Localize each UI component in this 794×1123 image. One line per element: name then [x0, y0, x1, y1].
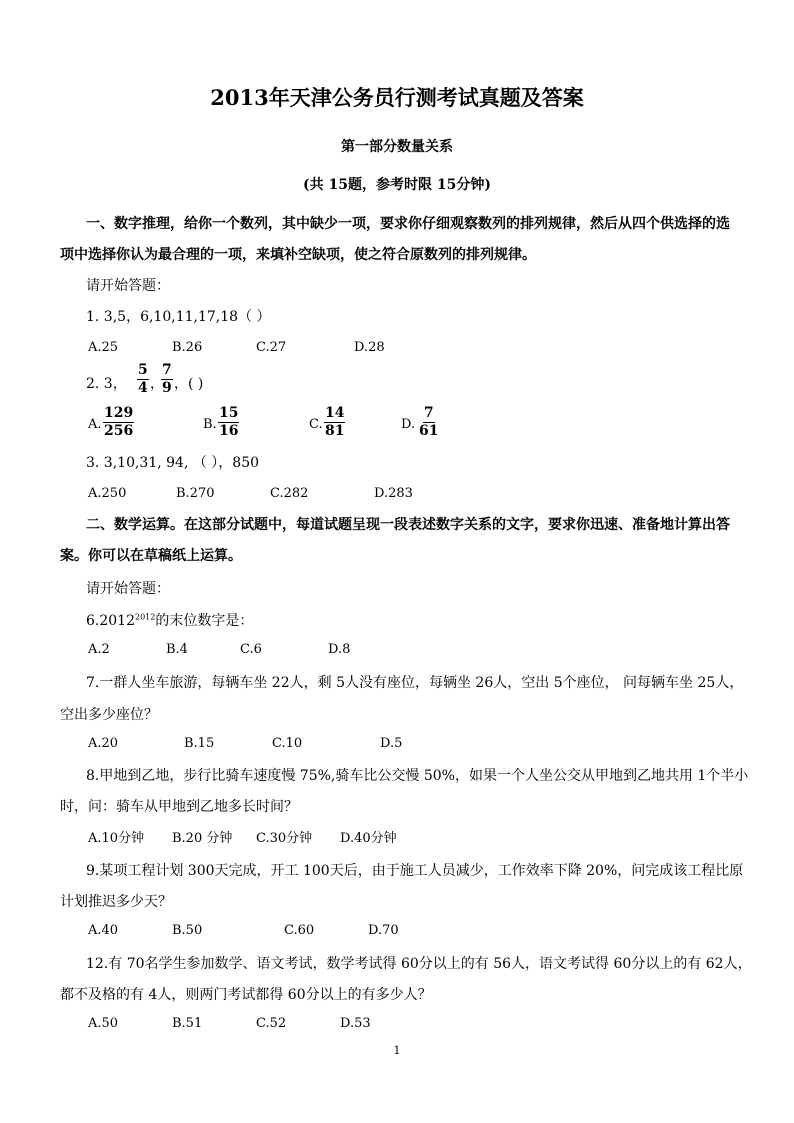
q1-option-c: C.27 [256, 340, 287, 355]
q2-tail: ，( ) [174, 376, 204, 392]
q2-fraction-2 [161, 362, 173, 397]
start-prompt-1: 请开始答题： [86, 278, 170, 294]
q2-option-a-fraction [103, 405, 134, 440]
section2-instructions-line1: 二、数学运算。在这部分试题中，每道试题呈现一段表述数字关系的文字，要求你迅速、准备地计算出答 [86, 517, 730, 533]
q9-option-a: A.40 [88, 923, 119, 938]
q7-option-d: D.5 [380, 736, 403, 751]
q9-option-b: B.50 [172, 923, 203, 938]
q2-option-b-denominator: 16 [219, 423, 239, 439]
q9-option-c: C.60 [284, 923, 315, 938]
page-number: 1 [393, 1044, 401, 1057]
q8-option-c: C.30分钟 [256, 831, 313, 846]
q6-tail: 的末位数字是： [155, 613, 254, 629]
q6-option-a: A.2 [88, 642, 110, 657]
q3-option-b: B.270 [176, 486, 215, 501]
q8-option-d: D.40分钟 [340, 831, 397, 846]
q2-option-a-numerator: 129 [104, 405, 134, 421]
question-12-line1: 12.有 70名学生参加数学、语文考试，数学考试得 60分以上的有 56人，语文考试得 60分以上的有 62人， [86, 956, 752, 972]
q12-option-c: C.52 [256, 1016, 287, 1031]
q3-option-d: D.283 [374, 486, 413, 501]
q2-option-a-label: A. [88, 417, 102, 432]
q6-option-b: B.4 [166, 642, 188, 657]
q2-option-c-fraction [324, 405, 345, 440]
question-6 [86, 610, 253, 630]
q2-option-a-denominator: 256 [104, 423, 134, 439]
question-7-line1: 7.一群人坐车旅游，每辆车坐 22人，剩 5人没有座位，每辆坐 26人，空出 5个座位， 问每辆车坐 25人， [86, 675, 744, 691]
q2-option-c-numerator: 14 [325, 405, 345, 421]
question-12-line2: 都不及格的有 4人，则两门考试都得 60分以上的有多少人？ [60, 987, 432, 1003]
q2-fraction-1-numerator: 5 [138, 362, 148, 378]
q2-option-b-numerator: 15 [219, 405, 239, 421]
q2-option-c-label: C. [309, 417, 323, 432]
q8-option-a: A.10分钟 [88, 831, 145, 846]
question-8-line1: 8.甲地到乙地，步行比骑车速度慢 75%,骑车比公交慢 50%，如果一个人坐公交从甲地到乙地共用 1个半小 [86, 768, 749, 784]
part-heading: 第一部分数量关系 [341, 139, 453, 155]
q2-option-d-denominator: 61 [419, 423, 439, 439]
q6-option-c: C.6 [240, 642, 262, 657]
q2-prefix: 2. 3， [86, 376, 127, 392]
section1-instructions-line2: 项中选择你认为最合理的一项，来填补空缺项，使之符合原数列的排列规律。 [60, 247, 536, 263]
question-3: 3. 3,10,31, 94, （ ），850 [86, 455, 260, 471]
q6-exponent: 2012 [135, 612, 156, 622]
q3-option-a: A.250 [88, 486, 127, 501]
q12-option-b: B.51 [172, 1016, 203, 1031]
section2-instructions-line2: 案。你可以在草稿纸上运算。 [60, 548, 242, 564]
start-prompt-2: 请开始答题： [86, 581, 170, 597]
q6-base: 6.2012 [86, 613, 135, 629]
question-9-line2: 计划推迟多少天？ [60, 894, 172, 910]
q2-fraction-1 [137, 362, 149, 397]
q3-option-c: C.282 [270, 486, 309, 501]
q7-option-c: C.10 [272, 736, 303, 751]
q2-fraction-2-denominator: 9 [162, 380, 172, 396]
q9-option-d: D.70 [368, 923, 399, 938]
exam-meta: (共 15题，参考时限 15分钟) [303, 177, 491, 193]
q12-option-d: D.53 [340, 1016, 371, 1031]
q12-option-a: A.50 [88, 1016, 119, 1031]
question-7-line2: 空出多少座位？ [60, 707, 158, 723]
q1-option-a: A.25 [88, 340, 119, 355]
q7-option-b: B.15 [184, 736, 215, 751]
section1-instructions-line1: 一、数字推理，给你一个数列，其中缺少一项，要求你仔细观察数列的排列规律，然后从四个供选择的选 [86, 216, 730, 232]
q2-fraction-2-numerator: 7 [162, 362, 172, 378]
q7-option-a: A.20 [88, 736, 119, 751]
q2-option-d-fraction [418, 405, 439, 440]
q1-option-b: B.26 [172, 340, 203, 355]
question-9-line1: 9.某项工程计划 300天完成，开工 100天后，由于施工人员减少，工作效率下降 20%，问完成该工程比原 [86, 863, 744, 879]
q2-option-b-fraction [218, 405, 239, 440]
q2-fraction-1-denominator: 4 [138, 380, 148, 396]
q8-option-b: B.20 分钟 [172, 831, 233, 846]
q6-option-d: D.8 [328, 642, 351, 657]
q2-option-c-denominator: 81 [325, 423, 345, 439]
q2-option-d-numerator: 7 [423, 405, 434, 421]
q2-option-d-label: D. [401, 417, 416, 432]
q2-separator: ， [150, 376, 164, 392]
q1-option-d: D.28 [354, 340, 385, 355]
question-8-line2: 时，问：骑车从甲地到乙地多长时间？ [60, 799, 298, 815]
question-1: 1. 3,5，6,10,11,17,18（ ） [86, 309, 271, 325]
q2-option-b-label: B. [203, 417, 217, 432]
page-title: 2013年天津公务员行测考试真题及答案 [210, 85, 584, 110]
